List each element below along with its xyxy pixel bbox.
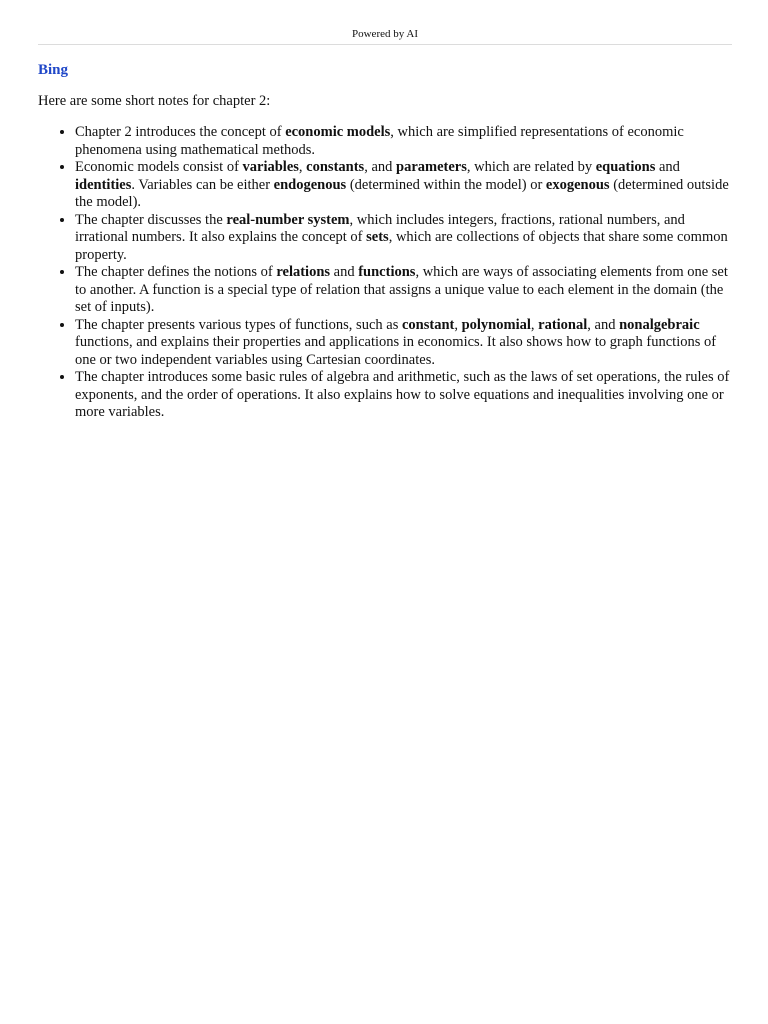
note-text: , <box>298 159 307 175</box>
bold-term: nonalgebraic <box>619 316 700 333</box>
note-text: The chapter introduces some basic rules of algebra and arithmetic, such as the laws of set operations, the rules of exponents, and the order of operations. It also explains how to solve equations and inequalities involving one or more variables. <box>75 369 730 420</box>
note-text: Chapter 2 introduces the concept of <box>75 124 286 140</box>
note-text: , and <box>364 159 396 175</box>
bold-term: economic models <box>285 124 391 140</box>
note-item <box>75 369 732 422</box>
note-text: Economic models consist of <box>75 159 243 175</box>
note-text: The chapter defines the notions of <box>75 264 277 280</box>
bold-term: exogenous <box>545 176 610 193</box>
bold-term: endogenous <box>273 176 347 193</box>
bold-term: sets <box>366 229 389 245</box>
bold-term: equations <box>595 159 656 175</box>
bold-term: constant <box>401 316 455 333</box>
note-item <box>75 159 732 212</box>
note-item <box>75 124 732 159</box>
note-item <box>75 264 732 317</box>
bold-term: polynomial <box>461 316 531 333</box>
note-text: and <box>330 264 359 280</box>
note-item <box>75 317 732 370</box>
note-text: (determined outside the model). <box>75 176 729 210</box>
bold-term: variables <box>242 159 299 175</box>
bold-term: real-number system <box>226 211 350 228</box>
note-text: , and <box>587 316 620 333</box>
note-text: , which are related by <box>466 159 596 175</box>
note-text: , <box>454 316 462 333</box>
notes-list <box>38 124 732 422</box>
document-page <box>38 0 732 422</box>
note-text: , which are ways of associating elements from one set to another. A function is a special type of relation that assigns a unique value to each element in the domain (the set of inputs). <box>75 264 728 315</box>
powered-by-header: Powered by AI <box>38 0 732 45</box>
bold-term: identities <box>75 176 132 193</box>
note-text: , which are collections of objects that share some common property. <box>75 229 728 263</box>
note-text: functions, and explains their properties and applications in economics. It also shows how to graph functions of one or two independent variables using Cartesian coordinates. <box>75 334 717 368</box>
note-text: , which includes integers, fractions, rational numbers, and irrational numbers. It also explains the concept of <box>75 211 685 245</box>
bold-term: constants <box>306 159 365 175</box>
note-item <box>75 212 732 265</box>
note-text: . Variables can be either <box>131 176 274 193</box>
bold-term: functions <box>358 264 416 280</box>
note-text: , <box>530 316 539 333</box>
note-text: and <box>655 159 680 175</box>
note-text: (determined within the model) or <box>346 176 546 193</box>
bold-term: relations <box>276 264 331 280</box>
note-text: The chapter discusses the <box>75 211 227 228</box>
intro-text: Here are some short notes for chapter 2: <box>38 93 271 109</box>
source-title: Bing <box>38 62 69 78</box>
bold-term: rational <box>538 316 588 333</box>
note-text: The chapter presents various types of functions, such as <box>75 316 402 333</box>
bold-term: parameters <box>396 159 467 175</box>
note-text: , which are simplified representations of economic phenomena using mathematical methods. <box>75 124 684 158</box>
